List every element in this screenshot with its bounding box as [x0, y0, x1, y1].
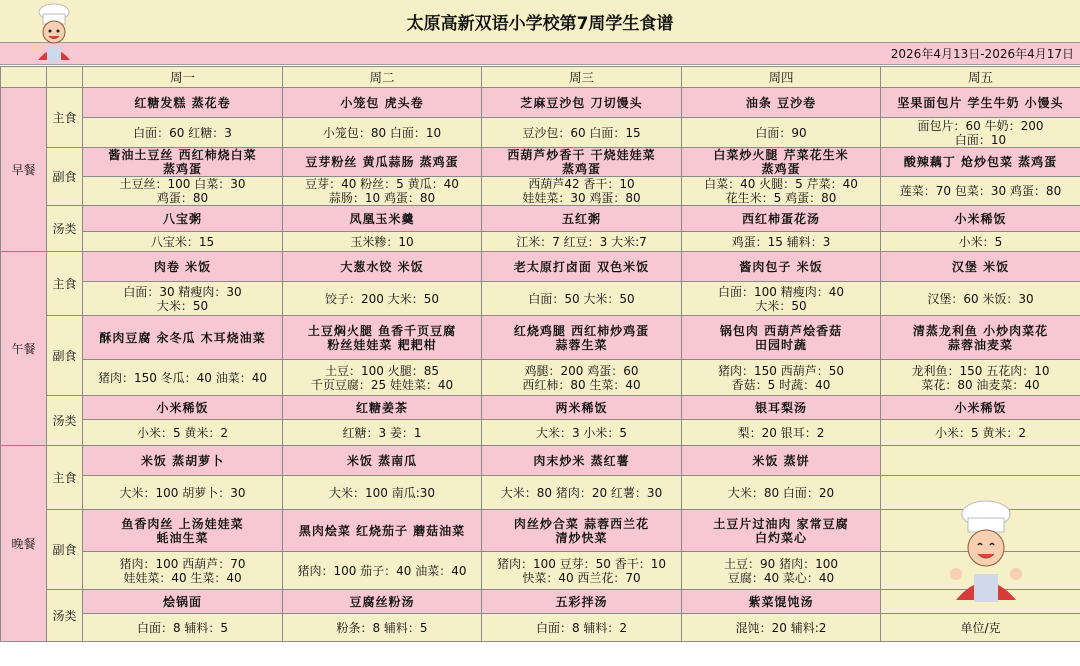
- quantity-cell: 汉堡：60 米饭：30: [881, 282, 1080, 316]
- meal-label: 早餐: [1, 88, 47, 252]
- quantity-cell: 梨：20 银耳：2: [682, 420, 881, 446]
- date-range: 2026年4月13日-2026年4月17日: [0, 43, 1080, 65]
- dish-row: [1, 88, 1080, 118]
- dish-row: [1, 590, 1080, 614]
- quantity-cell: 八宝米：15: [83, 232, 283, 252]
- dish-row: [1, 510, 1080, 552]
- menu-table: [0, 66, 1080, 642]
- unit-label: 单位/克: [881, 614, 1080, 642]
- dish-cell: 芝麻豆沙包 刀切馒头: [482, 88, 682, 118]
- quantity-cell: 西葫芦42 香干：10 娃娃菜：30 鸡蛋：80: [482, 177, 682, 206]
- quantity-cell: 鸡腿：200 鸡蛋：60 西红柿：80 生菜：40: [482, 360, 682, 396]
- quantity-row: [1, 118, 1080, 148]
- quantity-cell: 白面：100 精瘦肉：40 大米：50: [682, 282, 881, 316]
- quantity-cell: 猪肉：150 冬瓜：40 油菜：40: [83, 360, 283, 396]
- category-label: 主食: [47, 252, 83, 316]
- dish-cell: 红糖发糕 蒸花卷: [83, 88, 283, 118]
- dish-cell: 小米稀饭: [881, 396, 1080, 420]
- chef-mascot-icon: [28, 2, 80, 66]
- dish-cell: 米饭 蒸南瓜: [283, 446, 482, 476]
- quantity-cell: 猪肉：150 西葫芦：50 香菇：5 时蔬：40: [682, 360, 881, 396]
- dish-cell: 小米稀饭: [83, 396, 283, 420]
- quantity-cell: 龙利鱼：150 五花肉：10 菜花：80 油麦菜：40: [881, 360, 1080, 396]
- category-label: 副食: [47, 510, 83, 590]
- dish-cell: 烩锅面: [83, 590, 283, 614]
- dish-cell: 红烧鸡腿 西红柿炒鸡蛋 蒜蓉生菜: [482, 316, 682, 360]
- quantity-cell: 红糖：3 姜：1: [283, 420, 482, 446]
- quantity-cell: 白面：50 大米：50: [482, 282, 682, 316]
- dish-cell: 酥肉豆腐 汆冬瓜 木耳烧油菜: [83, 316, 283, 360]
- dish-cell: 西红柿蛋花汤: [682, 206, 881, 232]
- quantity-cell: 白菜：40 火腿：5 芹菜：40 花生米：5 鸡蛋：80: [682, 177, 881, 206]
- category-label: 汤类: [47, 396, 83, 446]
- quantity-cell: 莲菜：70 包菜：30 鸡蛋：80: [881, 177, 1080, 206]
- day-header: 周二: [283, 67, 482, 88]
- quantity-cell: 大米：80 猪肉：20 红薯：30: [482, 476, 682, 510]
- quantity-cell: 大米：100 南瓜:30: [283, 476, 482, 510]
- dish-cell: 肉丝炒合菜 蒜蓉西兰花 清炒快菜: [482, 510, 682, 552]
- dish-cell: 汉堡 米饭: [881, 252, 1080, 282]
- dish-row: [1, 396, 1080, 420]
- dish-cell: 土豆焖火腿 鱼香千页豆腐 粉丝娃娃菜 耙耙柑: [283, 316, 482, 360]
- quantity-row: [1, 420, 1080, 446]
- header-row: [1, 67, 1080, 88]
- dish-cell: 小笼包 虎头卷: [283, 88, 482, 118]
- quantity-cell: 猪肉：100 豆芽：50 香干：10 快菜：40 西兰花：70: [482, 552, 682, 590]
- dish-cell: 五彩拌汤: [482, 590, 682, 614]
- menu-body: [1, 88, 1080, 642]
- quantity-cell: 小米：5 黄米：2: [83, 420, 283, 446]
- quantity-cell: 鸡蛋：15 辅料：3: [682, 232, 881, 252]
- quantity-cell: 小米：5 黄米：2: [881, 420, 1080, 446]
- dish-cell: 五红粥: [482, 206, 682, 232]
- meal-label: 晚餐: [1, 446, 47, 642]
- quantity-cell: 猪肉：100 西葫芦：70 娃娃菜：40 生菜：40: [83, 552, 283, 590]
- dish-cell: 老太原打卤面 双色米饭: [482, 252, 682, 282]
- quantity-cell: 白面：60 红糖：3: [83, 118, 283, 148]
- quantity-cell: 猪肉：100 茄子：40 油菜：40: [283, 552, 482, 590]
- quantity-cell: 大米：100 胡萝卜：30: [83, 476, 283, 510]
- dish-cell: 西葫芦炒香干 干烧娃娃菜 蒸鸡蛋: [482, 148, 682, 177]
- dish-cell: 大葱水饺 米饭: [283, 252, 482, 282]
- quantity-row: [1, 282, 1080, 316]
- category-label: 副食: [47, 316, 83, 396]
- dish-cell: 两米稀饭: [482, 396, 682, 420]
- quantity-cell: 饺子：200 大米：50: [283, 282, 482, 316]
- quantity-cell: 混饨：20 辅料:2: [682, 614, 881, 642]
- dish-row: [1, 446, 1080, 476]
- dish-cell: 坚果面包片 学生牛奶 小馒头: [881, 88, 1080, 118]
- quantity-cell: 土豆丝：100 白菜：30 鸡蛋：80: [83, 177, 283, 206]
- dish-cell: 酱肉包子 米饭: [682, 252, 881, 282]
- quantity-row: [1, 177, 1080, 206]
- day-header: 周三: [482, 67, 682, 88]
- quantity-cell: 白面：8 辅料：2: [482, 614, 682, 642]
- dish-cell: 鱼香肉丝 上汤娃娃菜 蚝油生菜: [83, 510, 283, 552]
- dish-cell: [881, 446, 1080, 476]
- dish-cell: 酱油土豆丝 西红柿烧白菜 蒸鸡蛋: [83, 148, 283, 177]
- quantity-row: [1, 476, 1080, 510]
- dish-cell: 油条 豆沙卷: [682, 88, 881, 118]
- dish-cell: 酸辣藕丁 炝炒包菜 蒸鸡蛋: [881, 148, 1080, 177]
- dish-cell: 凤凰玉米羹: [283, 206, 482, 232]
- quantity-row: [1, 232, 1080, 252]
- dish-cell: 米饭 蒸饼: [682, 446, 881, 476]
- dish-cell: 红糖姜茶: [283, 396, 482, 420]
- quantity-cell: 粉条：8 辅料：5: [283, 614, 482, 642]
- dish-cell: 锅包肉 西葫芦烩香菇 田园时蔬: [682, 316, 881, 360]
- dish-row: [1, 316, 1080, 360]
- category-label: 汤类: [47, 590, 83, 642]
- dish-cell: 豆芽粉丝 黄瓜蒜肠 蒸鸡蛋: [283, 148, 482, 177]
- quantity-cell: 豆芽：40 粉丝：5 黄瓜：40 蒜肠：10 鸡蛋：80: [283, 177, 482, 206]
- dish-row: [1, 206, 1080, 232]
- dish-cell: 银耳梨汤: [682, 396, 881, 420]
- dish-cell: 紫菜馄饨汤: [682, 590, 881, 614]
- quantity-row: [1, 360, 1080, 396]
- quantity-cell: 豆沙包：60 白面：15: [482, 118, 682, 148]
- day-header: 周四: [682, 67, 881, 88]
- quantity-cell: 大米：3 小米：5: [482, 420, 682, 446]
- header-corner: [1, 67, 47, 88]
- dish-cell: 小米稀饭: [881, 206, 1080, 232]
- day-header: 周一: [83, 67, 283, 88]
- dish-cell: 八宝粥: [83, 206, 283, 232]
- dish-cell: 肉卷 米饭: [83, 252, 283, 282]
- quantity-cell: 土豆：90 猪肉：100 豆腐：40 菜心：40: [682, 552, 881, 590]
- category-label: 主食: [47, 446, 83, 510]
- category-label: 主食: [47, 88, 83, 148]
- dish-cell: 白菜炒火腿 芹菜花生米 蒸鸡蛋: [682, 148, 881, 177]
- quantity-cell: 白面：30 精瘦肉：30 大米：50: [83, 282, 283, 316]
- dish-cell: 肉末炒米 蒸红薯: [482, 446, 682, 476]
- dish-cell: 清蒸龙利鱼 小炒肉菜花 蒜蓉油麦菜: [881, 316, 1080, 360]
- quantity-cell: 小米：5: [881, 232, 1080, 252]
- dish-cell: 豆腐丝粉汤: [283, 590, 482, 614]
- quantity-cell: 江米：7 红豆：3 大米:7: [482, 232, 682, 252]
- chef-mascot-icon: [946, 498, 1024, 606]
- meal-label: 午餐: [1, 252, 47, 446]
- dish-cell: 黑肉烩菜 红烧茄子 蘑菇油菜: [283, 510, 482, 552]
- quantity-row: [1, 552, 1080, 590]
- quantity-cell: 白面：8 辅料：5: [83, 614, 283, 642]
- page-title: 太原高新双语小学校第7周学生食谱: [0, 0, 1080, 43]
- header-corner: [47, 67, 83, 88]
- quantity-cell: 土豆：100 火腿：85 千页豆腐：25 娃娃菜：40: [283, 360, 482, 396]
- dish-row: [1, 148, 1080, 177]
- quantity-cell: 白面：90: [682, 118, 881, 148]
- category-label: 汤类: [47, 206, 83, 252]
- day-header: 周五: [881, 67, 1080, 88]
- quantity-cell: 小笼包：80 白面：10: [283, 118, 482, 148]
- quantity-cell: 面包片：60 牛奶：200 白面：10: [881, 118, 1080, 148]
- quantity-row: [1, 614, 1080, 642]
- quantity-cell: 玉米糁：10: [283, 232, 482, 252]
- dish-row: [1, 252, 1080, 282]
- category-label: 副食: [47, 148, 83, 206]
- quantity-cell: 大米：80 白面：20: [682, 476, 881, 510]
- dish-cell: 土豆片过油肉 家常豆腐 白灼菜心: [682, 510, 881, 552]
- dish-cell: 米饭 蒸胡萝卜: [83, 446, 283, 476]
